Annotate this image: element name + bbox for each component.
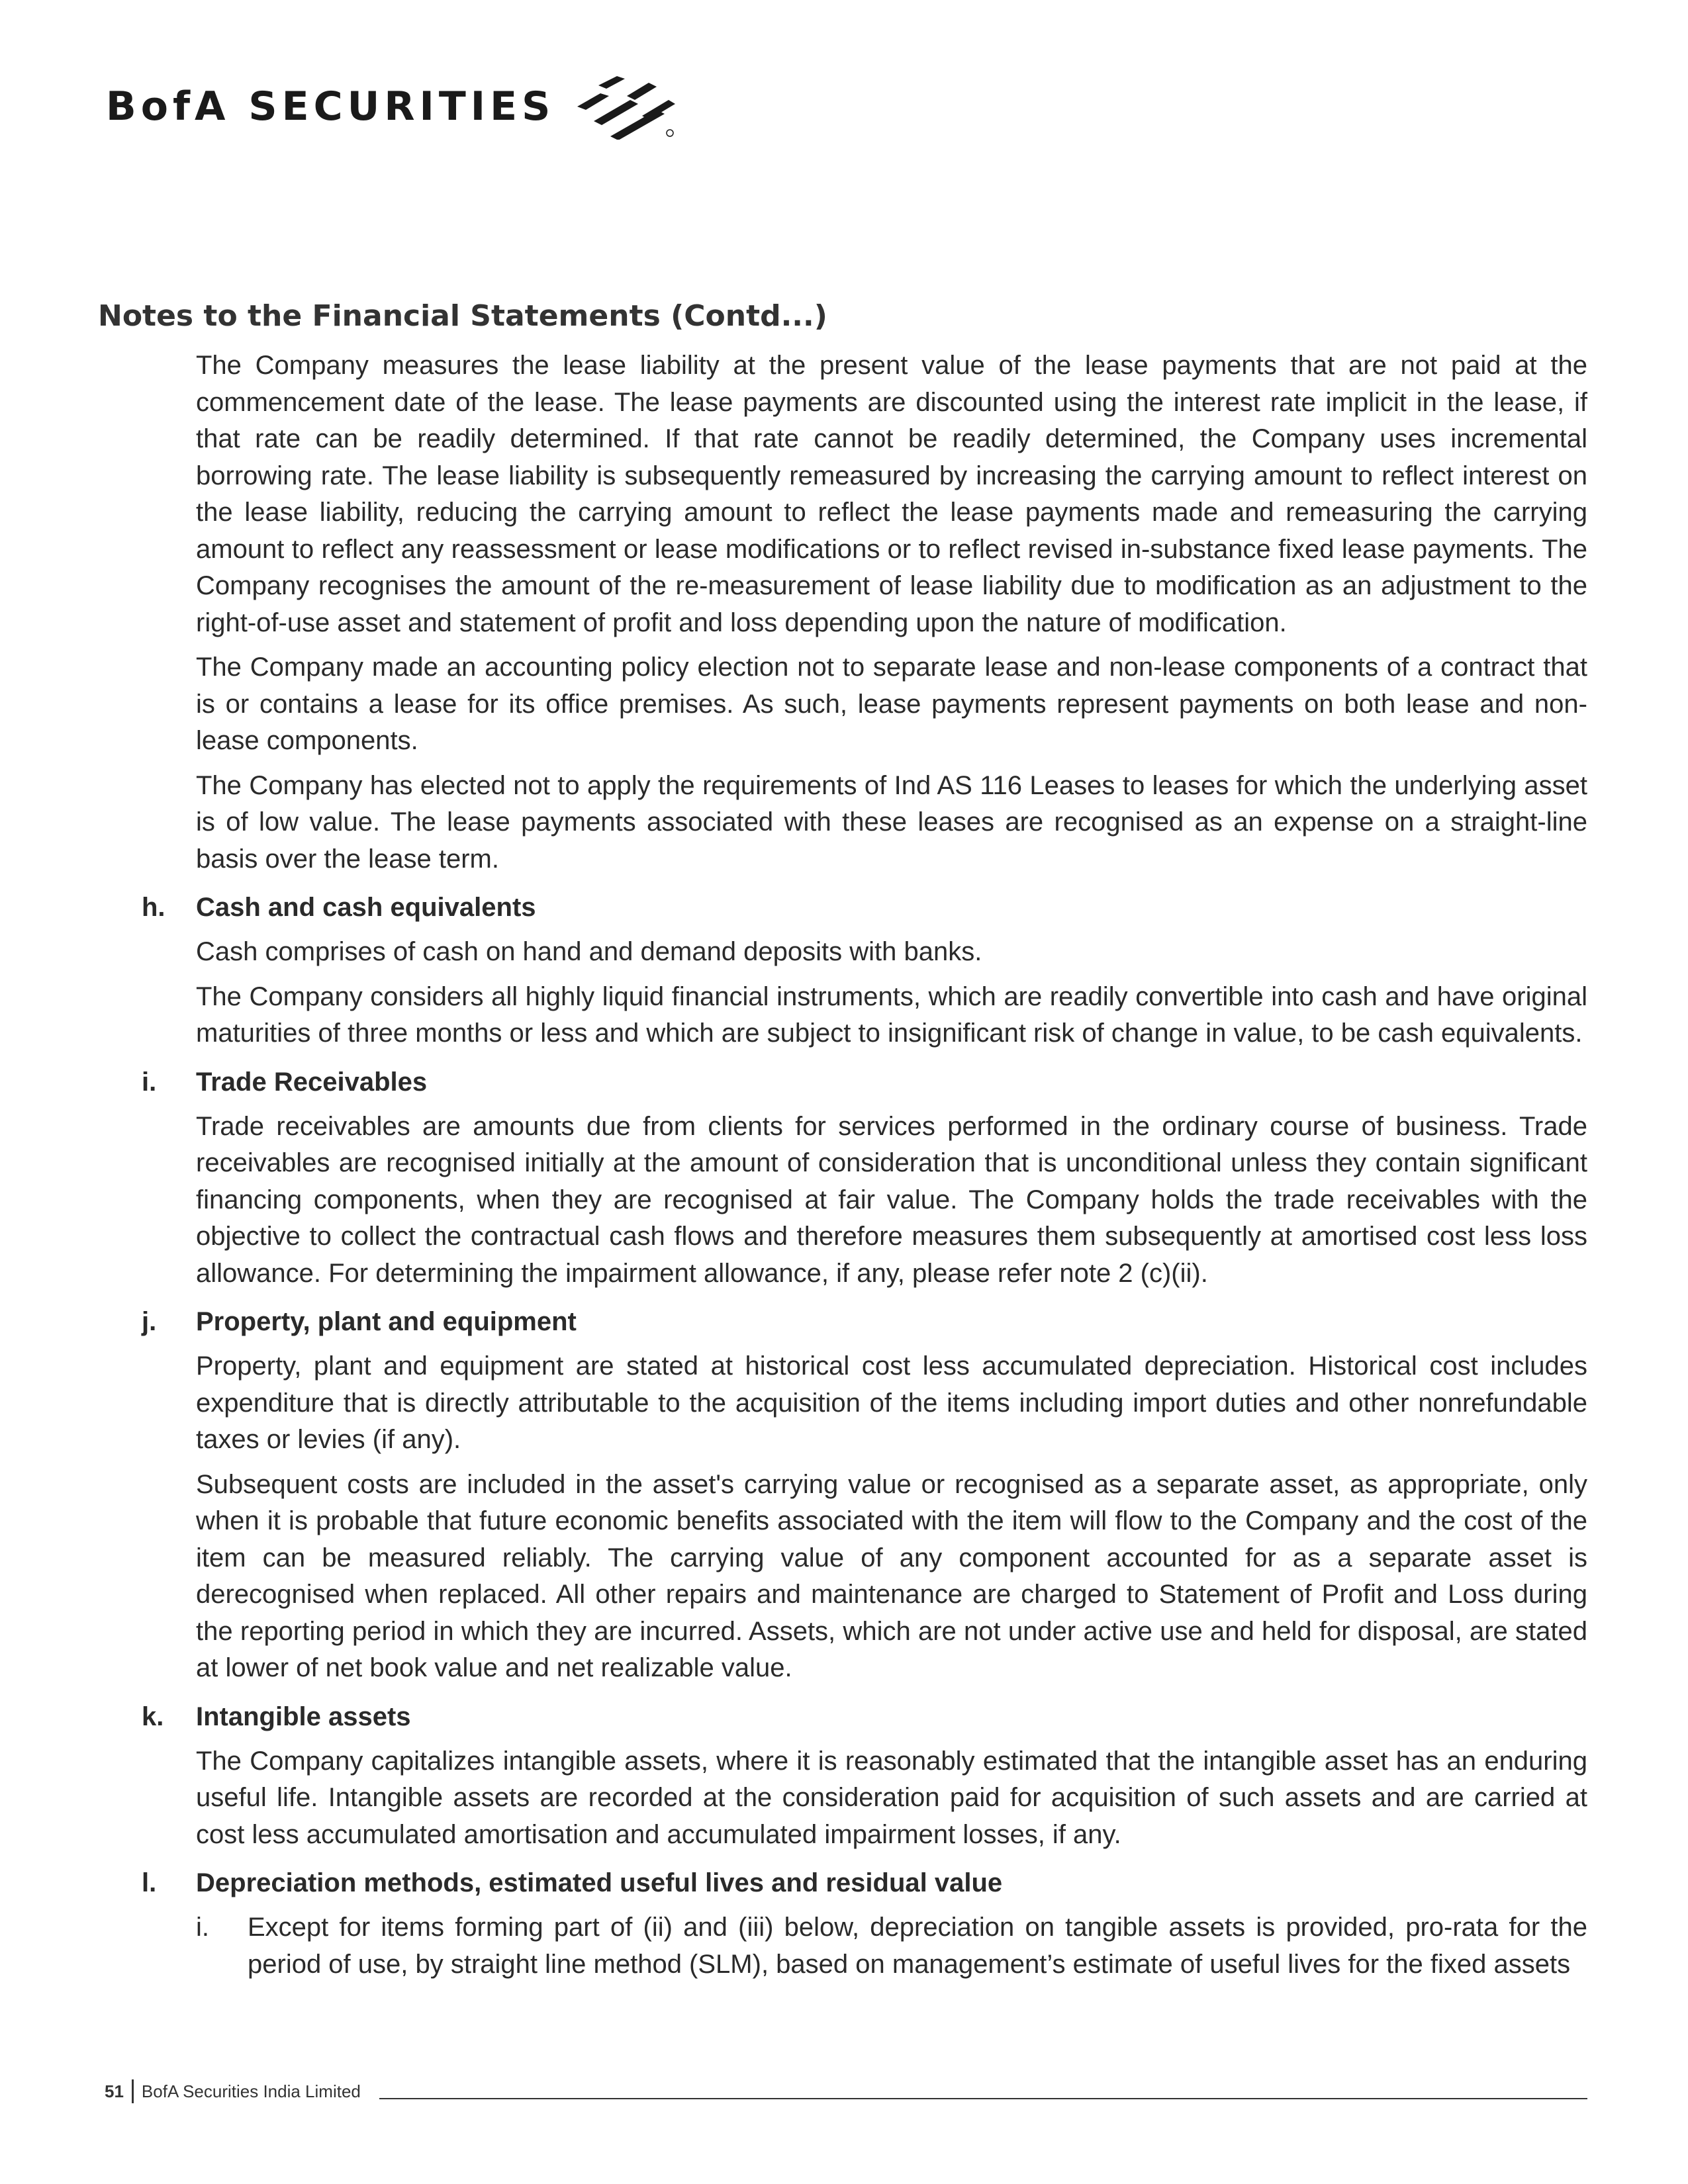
- footer-divider: [132, 2079, 134, 2103]
- section-j-heading: [142, 1304, 1587, 1340]
- company-logo: [106, 70, 677, 143]
- section-letter: k.: [142, 1702, 164, 1731]
- section-l-heading: [142, 1865, 1587, 1901]
- section-h-paragraph: The Company considers all highly liquid financial instruments, which are readily convertible into cash and have original maturities of three months or less and which are subject to insignificant risk of change in value, to be cash equivalents.: [196, 981, 1587, 1048]
- section-letter: i.: [142, 1067, 157, 1097]
- notes-body: [142, 347, 1587, 1991]
- section-h-paragraph: Cash comprises of cash on hand and demand deposits with banks.: [196, 937, 982, 966]
- section-letter: l.: [142, 1868, 157, 1897]
- section-j-paragraph: Property, plant and equipment are stated at historical cost less accumulated depreciation. Historical cost includes expenditure that is directly attributable to the acquisition of the items including import duties and other nonrefundable taxes or levies (if any).: [196, 1351, 1587, 1454]
- section-letter: j.: [142, 1307, 157, 1336]
- section-i-heading: [142, 1064, 1587, 1101]
- section-k-paragraph: The Company capitalizes intangible assets, where it is reasonably estimated that the intangible asset has an enduring useful life. Intangible assets are recorded at the consideration paid for acquisition of such assets and are carried at cost less accumulated amortisation and accumulated impairment losses, if any.: [196, 1746, 1587, 1849]
- section-j-paragraph: Subsequent costs are included in the asset's carrying value or recognised as a separate asset, as appropriate, only when it is probable that future economic benefits associated with the item will flow to the Company and the cost of the item can be measured reliably. The carrying value of any component accounted for as a separate asset is derecognised when replaced. All other repairs and maintenance are charged to Statement of Profit and Loss during the reporting period in which they are incurred. Assets, which are not under active use and held for disposal, are stated at lower of net book value and net realizable value.: [196, 1469, 1587, 1682]
- page-number: 51: [105, 2081, 124, 2101]
- section-title: Depreciation methods, estimated useful lives and residual value: [196, 1868, 1003, 1897]
- bofa-flag-stripes-icon: [564, 73, 677, 140]
- logo-text: BofA SECURITIES: [106, 83, 555, 130]
- section-h-heading: [142, 889, 1587, 926]
- lease-components-paragraph: The Company made an accounting policy election not to separate lease and non-lease components of a contract that is or contains a lease for its office premises. As such, lease payments represent payments on both lease and non-lease components.: [196, 653, 1587, 755]
- subitem-text: Except for items forming part of (ii) and (iii) below, depreciation on tangible assets is provided, pro-rata for the period of use, by straight line method (SLM), based on management’s estimate of useful lives for the fixed assets: [248, 1913, 1587, 1979]
- section-letter: h.: [142, 893, 165, 922]
- footer-company-name: BofA Securities India Limited: [141, 2081, 361, 2101]
- low-value-lease-paragraph: The Company has elected not to apply the requirements of Ind AS 116 Leases to leases for which the underlying asset is of low value. The lease payments associated with these leases are recognised as an expense on a straight-line basis over the lease term.: [196, 770, 1587, 874]
- subitem-number: i.: [196, 1913, 209, 1942]
- section-title: Intangible assets: [196, 1702, 411, 1731]
- section-title: Property, plant and equipment: [196, 1307, 577, 1336]
- footer-rule: [379, 2098, 1587, 2099]
- section-l-subitem: [196, 1909, 1587, 1983]
- section-title: Trade Receivables: [196, 1067, 428, 1097]
- page-title: Notes to the Financial Statements (Contd...): [98, 299, 827, 333]
- section-k-heading: [142, 1699, 1587, 1735]
- section-title: Cash and cash equivalents: [196, 893, 536, 922]
- lease-liability-paragraph: The Company measures the lease liability at the present value of the lease payments that are not paid at the commencement date of the lease. The lease payments are discounted using the interest rate implicit in the lease, if that rate can be readily determined. If that rate cannot be readily determined, the Company uses incremental borrowing rate. The lease liability is subsequently remeasured by increasing the carrying amount to reflect interest on the lease liability, reducing the carrying amount to reflect the lease payments made and remeasuring the carrying amount to reflect any reassessment or lease modifications or to reflect revised in-substance fixed lease payments. The Company recognises the amount of the re-measurement of lease liability due to modification as an adjustment to the right-of-use asset and statement of profit and loss depending upon the nature of modification.: [196, 351, 1587, 637]
- page-footer: [105, 2078, 1587, 2105]
- section-i-paragraph: Trade receivables are amounts due from clients for services performed in the ordinary course of business. Trade receivables are recognised initially at the amount of consideration that is unconditional unless they contain significant financing components, when they are recognised at fair value. The Company holds the trade receivables with the objective to collect the contractual cash flows and therefore measures them subsequently at amortised cost less loss allowance. For determining the impairment allowance, if any, please refer note 2 (c)(ii).: [196, 1111, 1587, 1288]
